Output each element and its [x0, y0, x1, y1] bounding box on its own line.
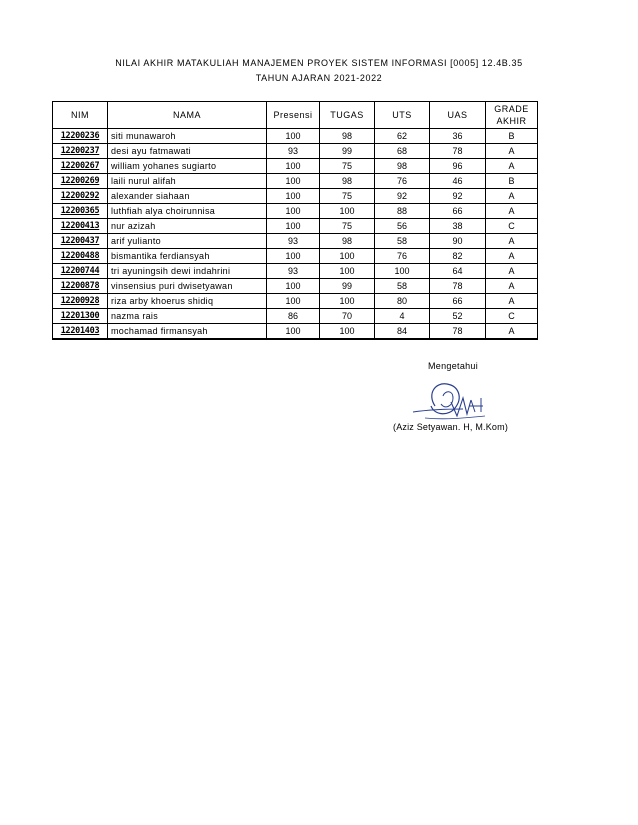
table-row [53, 264, 538, 279]
col-header-nim: NIM [53, 102, 108, 129]
table-row [53, 219, 538, 234]
cell-uts: 68 [375, 144, 430, 159]
cell-uts: 76 [375, 174, 430, 189]
grade-header-line2: AKHIR [496, 116, 527, 126]
cell-presensi: 100 [267, 129, 320, 144]
table-row [53, 324, 538, 340]
cell-uas: 96 [430, 159, 486, 174]
cell-presensi: 100 [267, 159, 320, 174]
cell-nama: william yohanes sugiarto [108, 159, 267, 174]
cell-uts: 4 [375, 309, 430, 324]
cell-presensi: 93 [267, 264, 320, 279]
table-row [53, 309, 538, 324]
cell-grade: A [486, 294, 538, 309]
signature-icon [405, 376, 515, 426]
cell-tugas: 98 [320, 174, 375, 189]
cell-uts: 58 [375, 234, 430, 249]
cell-grade: A [486, 234, 538, 249]
cell-nim: 12201300 [53, 309, 108, 324]
cell-grade: A [486, 249, 538, 264]
cell-uts: 84 [375, 324, 430, 340]
cell-tugas: 99 [320, 144, 375, 159]
cell-uas: 66 [430, 204, 486, 219]
cell-nama: arif yulianto [108, 234, 267, 249]
cell-grade: B [486, 174, 538, 189]
col-header-tugas: TUGAS [320, 102, 375, 129]
cell-nim: 12200237 [53, 144, 108, 159]
cell-uts: 58 [375, 279, 430, 294]
cell-tugas: 100 [320, 324, 375, 340]
cell-tugas: 100 [320, 204, 375, 219]
academic-year: TAHUN AJARAN 2021-2022 [255, 73, 383, 83]
table-row [53, 279, 538, 294]
cell-nama: vinsensius puri dwisetyawan [108, 279, 267, 294]
cell-tugas: 100 [320, 294, 375, 309]
cell-nama: riza arby khoerus shidiq [108, 294, 267, 309]
cell-tugas: 100 [320, 264, 375, 279]
cell-uas: 66 [430, 294, 486, 309]
cell-nim: 12200744 [53, 264, 108, 279]
cell-grade: A [486, 189, 538, 204]
cell-tugas: 75 [320, 219, 375, 234]
cell-nama: siti munawaroh [108, 129, 267, 144]
cell-nama: bismantika ferdiansyah [108, 249, 267, 264]
table-row [53, 144, 538, 159]
cell-presensi: 100 [267, 324, 320, 340]
table-row [53, 249, 538, 264]
cell-uts: 88 [375, 204, 430, 219]
cell-grade: B [486, 129, 538, 144]
cell-tugas: 75 [320, 159, 375, 174]
cell-uas: 36 [430, 129, 486, 144]
cell-grade: C [486, 309, 538, 324]
cell-nim: 12200267 [53, 159, 108, 174]
cell-nim: 12200292 [53, 189, 108, 204]
cell-presensi: 93 [267, 144, 320, 159]
cell-presensi: 100 [267, 174, 320, 189]
grades-table [52, 101, 538, 340]
approval-label: Mengetahui [428, 361, 479, 371]
cell-grade: A [486, 324, 538, 340]
document-title: NILAI AKHIR MATAKULIAH MANAJEMEN PROYEK SISTEM INFORMASI [0005] 12.4B.35 [115, 58, 523, 68]
cell-uas: 78 [430, 279, 486, 294]
table-row [53, 204, 538, 219]
cell-uas: 78 [430, 324, 486, 340]
cell-tugas: 70 [320, 309, 375, 324]
cell-nama: alexander siahaan [108, 189, 267, 204]
cell-presensi: 100 [267, 294, 320, 309]
cell-uas: 92 [430, 189, 486, 204]
cell-tugas: 75 [320, 189, 375, 204]
cell-nama: luthfiah alya choirunnisa [108, 204, 267, 219]
grade-header-line1: GRADE [494, 104, 529, 114]
cell-tugas: 100 [320, 249, 375, 264]
table-row [53, 129, 538, 144]
cell-nim: 12200488 [53, 249, 108, 264]
cell-grade: A [486, 159, 538, 174]
cell-uas: 52 [430, 309, 486, 324]
cell-nama: tri ayuningsih dewi indahrini [108, 264, 267, 279]
cell-nim: 12200437 [53, 234, 108, 249]
cell-nim: 12200236 [53, 129, 108, 144]
cell-grade: A [486, 264, 538, 279]
table-row [53, 234, 538, 249]
signer-name: (Aziz Setyawan. H, M.Kom) [393, 422, 509, 432]
cell-uts: 100 [375, 264, 430, 279]
cell-nim: 12200269 [53, 174, 108, 189]
cell-uas: 46 [430, 174, 486, 189]
cell-nim: 12201403 [53, 324, 108, 340]
cell-grade: C [486, 219, 538, 234]
cell-presensi: 100 [267, 219, 320, 234]
cell-tugas: 98 [320, 129, 375, 144]
cell-uas: 82 [430, 249, 486, 264]
cell-uas: 64 [430, 264, 486, 279]
cell-uts: 98 [375, 159, 430, 174]
cell-nama: nazma rais [108, 309, 267, 324]
cell-presensi: 93 [267, 234, 320, 249]
cell-grade: A [486, 279, 538, 294]
col-header-presensi: Presensi [267, 102, 320, 129]
cell-nama: desi ayu fatmawati [108, 144, 267, 159]
cell-uts: 92 [375, 189, 430, 204]
cell-nama: laili nurul alifah [108, 174, 267, 189]
table-header-row [53, 102, 538, 129]
col-header-uts: UTS [375, 102, 430, 129]
cell-presensi: 100 [267, 249, 320, 264]
cell-presensi: 100 [267, 189, 320, 204]
cell-uts: 76 [375, 249, 430, 264]
cell-tugas: 98 [320, 234, 375, 249]
table-row [53, 159, 538, 174]
cell-presensi: 100 [267, 279, 320, 294]
col-header-uas: UAS [430, 102, 486, 129]
cell-presensi: 100 [267, 204, 320, 219]
table-row [53, 189, 538, 204]
cell-nim: 12200878 [53, 279, 108, 294]
cell-nim: 12200365 [53, 204, 108, 219]
cell-uts: 56 [375, 219, 430, 234]
cell-grade: A [486, 144, 538, 159]
cell-nim: 12200413 [53, 219, 108, 234]
cell-uts: 62 [375, 129, 430, 144]
cell-uas: 78 [430, 144, 486, 159]
cell-uas: 90 [430, 234, 486, 249]
table-row [53, 174, 538, 189]
col-header-grade [486, 102, 538, 129]
cell-nama: mochamad firmansyah [108, 324, 267, 340]
cell-uas: 38 [430, 219, 486, 234]
cell-nim: 12200928 [53, 294, 108, 309]
cell-tugas: 99 [320, 279, 375, 294]
cell-nama: nur azizah [108, 219, 267, 234]
cell-presensi: 86 [267, 309, 320, 324]
cell-uts: 80 [375, 294, 430, 309]
col-header-nama: NAMA [108, 102, 267, 129]
table-row [53, 294, 538, 309]
cell-grade: A [486, 204, 538, 219]
